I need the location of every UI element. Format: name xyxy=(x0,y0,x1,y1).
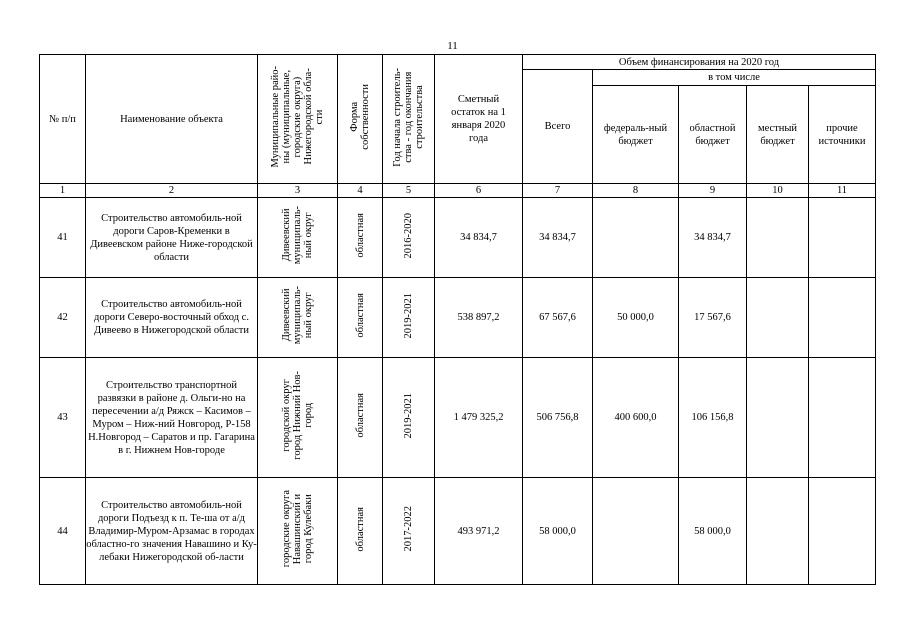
header-col-district-text: Муниципальные райо- ны (муниципальные, городские округа) Нижегородской обла- сти xyxy=(270,66,325,168)
row-ownership-text: областная xyxy=(354,293,366,338)
table-row xyxy=(40,478,876,585)
row-years-text: 2019-2021 xyxy=(403,292,414,339)
row-regional: 17 567,6 xyxy=(679,278,747,358)
column-index: 3 xyxy=(258,184,338,198)
row-other xyxy=(809,198,876,278)
row-ownership xyxy=(338,358,383,478)
row-regional: 34 834,7 xyxy=(679,198,747,278)
column-index: 2 xyxy=(86,184,258,198)
header-col-total: Всего xyxy=(523,70,593,184)
row-ownership xyxy=(338,478,383,585)
row-federal: 50 000,0 xyxy=(593,278,679,358)
table-row xyxy=(40,198,876,278)
row-district xyxy=(258,358,338,478)
row-name: Строительство автомобиль-ной дороги Северо-восточный обход с. Дивеево в Нижегородской области xyxy=(86,278,258,358)
column-index: 9 xyxy=(679,184,747,198)
financing-table xyxy=(39,54,876,585)
column-index: 8 xyxy=(593,184,679,198)
row-ownership xyxy=(338,198,383,278)
row-balance: 34 834,7 xyxy=(435,198,523,278)
row-district-text: городской округ город Нижний Нов- город xyxy=(281,371,314,460)
row-district-text: Дивеевский муниципаль- ный округ xyxy=(281,286,314,345)
row-other xyxy=(809,358,876,478)
row-years xyxy=(383,478,435,585)
header-col-district xyxy=(258,55,338,184)
row-other xyxy=(809,478,876,585)
header-col-regional: областной бюджет xyxy=(679,86,747,184)
row-years xyxy=(383,358,435,478)
row-balance: 493 971,2 xyxy=(435,478,523,585)
header-col-years-text: Год начала строитель- ства - год окончания строительства xyxy=(392,67,425,167)
row-federal: 400 600,0 xyxy=(593,358,679,478)
row-name: Строительство автомобиль-ной дороги Саров-Кременки в Дивеевском районе Ниже-городской области xyxy=(86,198,258,278)
row-ownership xyxy=(338,278,383,358)
row-district-text: Дивеевский муниципаль- ный округ xyxy=(281,206,314,265)
row-total: 506 756,8 xyxy=(523,358,593,478)
row-district xyxy=(258,198,338,278)
row-num: 42 xyxy=(40,278,86,358)
row-name: Строительство транспортной развязки в районе д. Ольги-но на пересечении а/д Ряжск – Касимов – Муром – Ниж-ний Новгород, Р-158 Н.Новгород – Саратов и пр. Гагарина в г. Нижнем Нов-городе xyxy=(86,358,258,478)
header-including: в том числе xyxy=(593,70,876,86)
row-num: 44 xyxy=(40,478,86,585)
row-balance: 538 897,2 xyxy=(435,278,523,358)
row-total: 34 834,7 xyxy=(523,198,593,278)
page-number: 11 xyxy=(447,40,458,52)
row-ownership-text: областная xyxy=(354,213,366,258)
row-local xyxy=(747,278,809,358)
row-ownership-text: областная xyxy=(354,393,366,438)
row-regional: 58 000,0 xyxy=(679,478,747,585)
row-district xyxy=(258,278,338,358)
column-index: 1 xyxy=(40,184,86,198)
column-index: 10 xyxy=(747,184,809,198)
row-other xyxy=(809,278,876,358)
table-row xyxy=(40,278,876,358)
row-num: 41 xyxy=(40,198,86,278)
row-balance: 1 479 325,2 xyxy=(435,358,523,478)
header-col-ownership xyxy=(338,55,383,184)
row-local xyxy=(747,198,809,278)
column-index: 11 xyxy=(809,184,876,198)
header-col-other: прочие источники xyxy=(809,86,876,184)
row-years-text: 2017-2022 xyxy=(403,506,414,552)
row-num: 43 xyxy=(40,358,86,478)
row-years-text: 2016-2020 xyxy=(403,212,414,259)
column-index: 5 xyxy=(383,184,435,198)
row-district xyxy=(258,478,338,585)
header-financing-title: Объем финансирования на 2020 год xyxy=(523,55,876,70)
header-col-local: местный бюджет xyxy=(747,86,809,184)
row-local xyxy=(747,358,809,478)
row-regional: 106 156,8 xyxy=(679,358,747,478)
column-index: 7 xyxy=(523,184,593,198)
row-total: 67 567,6 xyxy=(523,278,593,358)
row-district-text: городские округа Навашинский и город Кулебаки xyxy=(281,490,314,568)
header-col-name: Наименование объекта xyxy=(86,55,258,184)
header-col-federal: федераль-ный бюджет xyxy=(593,86,679,184)
column-index: 6 xyxy=(435,184,523,198)
row-federal xyxy=(593,198,679,278)
row-years xyxy=(383,278,435,358)
row-years-text: 2019-2021 xyxy=(403,392,414,439)
row-total: 58 000,0 xyxy=(523,478,593,585)
header-col-balance: Сметный остаток на 1 января 2020 года xyxy=(435,55,523,184)
row-ownership-text: областная xyxy=(354,506,366,552)
header-col-ownership-text: Форма собственности xyxy=(349,84,371,150)
header-col-years xyxy=(383,55,435,184)
row-name: Строительство автомобиль-ной дороги Подъезд к п. Те-ша от а/д Владимир-Муром-Арзамас в городах областно-го значения Навашино и Ку-лебаки Нижегородской об-ласти xyxy=(86,478,258,585)
row-federal xyxy=(593,478,679,585)
column-index: 4 xyxy=(338,184,383,198)
table-row xyxy=(40,358,876,478)
header-col-num: № п/п xyxy=(40,55,86,184)
row-years xyxy=(383,198,435,278)
row-local xyxy=(747,478,809,585)
